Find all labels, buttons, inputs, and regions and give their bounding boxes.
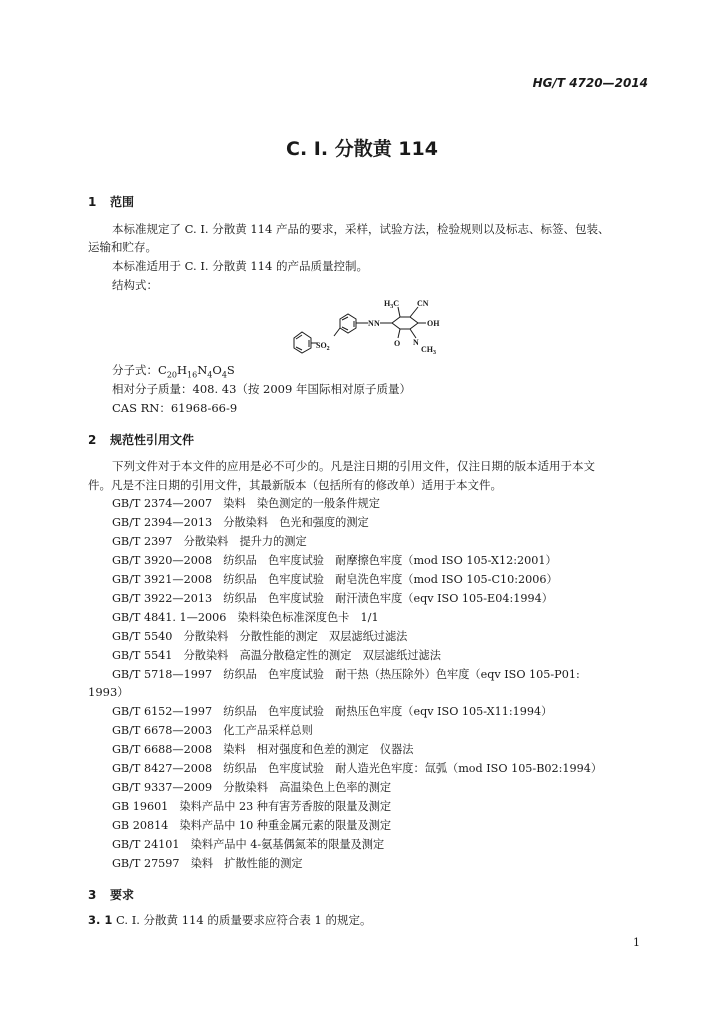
azo-n-label: N [368,319,374,328]
ref-item: GB/T 6678—2003 化工产品采样总则 [112,724,313,737]
section-title: 规范性引用文件 [110,433,195,447]
scope-para2: 本标准适用于 C. I. 分散黄 114 的产品质量控制。 [112,259,368,273]
so2-label: $SO_2$ [316,341,330,352]
section-number: 3 [88,888,97,902]
ref-item: GB/T 5541 分散染料 高温分散稳定性的测定 双层滤纸过滤法 [112,649,441,662]
ref-item: GB 19601 染料产品中 23 种有害芳香胺的限量及测定 [112,800,392,813]
section-2-heading [88,431,194,448]
azo-n2-label: N [374,319,380,328]
refs-intro-line2: 件。凡是不注日期的引用文件，其最新版本（包括所有的修改单）适用于本文件。 [88,478,502,492]
section-title: 要求 [110,888,135,902]
structural-formula [280,292,470,364]
ref-item: GB/T 2374—2007 染料 染色测定的一般条件规定 [112,497,380,510]
ref-item: GB/T 5540 分散染料 分散性能的测定 双层滤纸过滤法 [112,630,408,643]
ref-item: GB/T 9337—2009 分散染料 高温染色上色率的测定 [112,781,392,794]
carbonyl-o-label: O [394,339,401,348]
ref-item: GB 20814 染料产品中 10 种重金属元素的限量及测定 [112,819,392,832]
molecular-weight: 相对分子质量：408. 43（按 2009 年国际相对原子质量） [112,382,411,396]
pyridone-ring [392,317,418,329]
ch3-label: $CH_3$ [421,345,436,356]
standard-code: HG/T 4720—2014 [532,76,648,90]
cas-number: CAS RN：61968-66-9 [112,401,238,415]
refs-intro-line1: 下列文件对于本文件的应用是必不可少的。凡是注日期的引用文件，仅注日期的版本适用于本文 [112,459,595,473]
ref-item: GB/T 4841. 1—2006 染料染色标准深度色卡 1/1 [112,611,379,624]
section-3-heading [88,886,134,903]
ref-item: GB/T 6688—2008 染料 相对强度和色差的测定 仪器法 [112,743,414,756]
h3c-label: $H_3C$ [384,299,400,310]
oh-label: OH [427,319,440,328]
benzene-ring-left [294,332,311,353]
clause-3-1 [88,912,371,929]
section-1-heading [88,193,134,210]
section-title: 范围 [110,195,135,209]
ref-item: GB/T 6152—1997 纺织品 色牢度试验 耐热压色牢度（eqv ISO 105-X11:1994） [112,705,553,718]
ref-item: GB/T 27597 染料 扩散性能的测定 [112,857,303,870]
ring-n-label: N [413,338,419,347]
structure-label: 结构式： [112,278,158,292]
ref-item: GB/T 2397 分散染料 提升力的测定 [112,535,307,548]
section-number: 2 [88,433,97,447]
ref-item: GB/T 8427—2008 纺织品 色牢度试验 耐人造光色牢度：氙弧（mod ISO 105-B02:1994） [112,762,603,775]
ref-item: GB/T 24101 染料产品中 4-氨基偶氮苯的限量及测定 [112,838,385,851]
scope-para1-line2: 运输和贮存。 [88,240,157,254]
scope-para1-line1: 本标准规定了 C. I. 分散黄 114 产品的要求，采样，试验方法，检验规则以及标志、标签、包装、 [112,222,610,236]
ref-item: GB/T 5718—1997 纺织品 色牢度试验 耐干热（热压除外）色牢度（eqv ISO 105-P01: [112,668,580,681]
ref-item: GB/T 3921—2008 纺织品 色牢度试验 耐皂洗色牢度（mod ISO 105-C10:2006） [112,573,558,586]
document-title: C. I. 分散黄 114 [286,138,438,160]
clause-number: 3. 1 [88,913,113,927]
ref-item: GB/T 3920—2008 纺织品 色牢度试验 耐摩擦色牢度（mod ISO 105-X12:2001） [112,554,557,567]
molecular-formula: 分子式：$C_{20}H_{16}N_4O_4S$ [112,363,235,380]
clause-text: C. I. 分散黄 114 的质量要求应符合表 1 的规定。 [116,913,372,927]
ref-item: GB/T 3922—2013 纺织品 色牢度试验 耐汗渍色牢度（eqv ISO 105-E04:1994） [112,592,553,605]
section-number: 1 [88,195,97,209]
cn-label: CN [417,299,429,308]
ref-item-continuation: 1993） [88,685,129,699]
page-number: 1 [633,936,640,949]
ref-item: GB/T 2394—2013 分散染料 色光和强度的测定 [112,516,369,529]
